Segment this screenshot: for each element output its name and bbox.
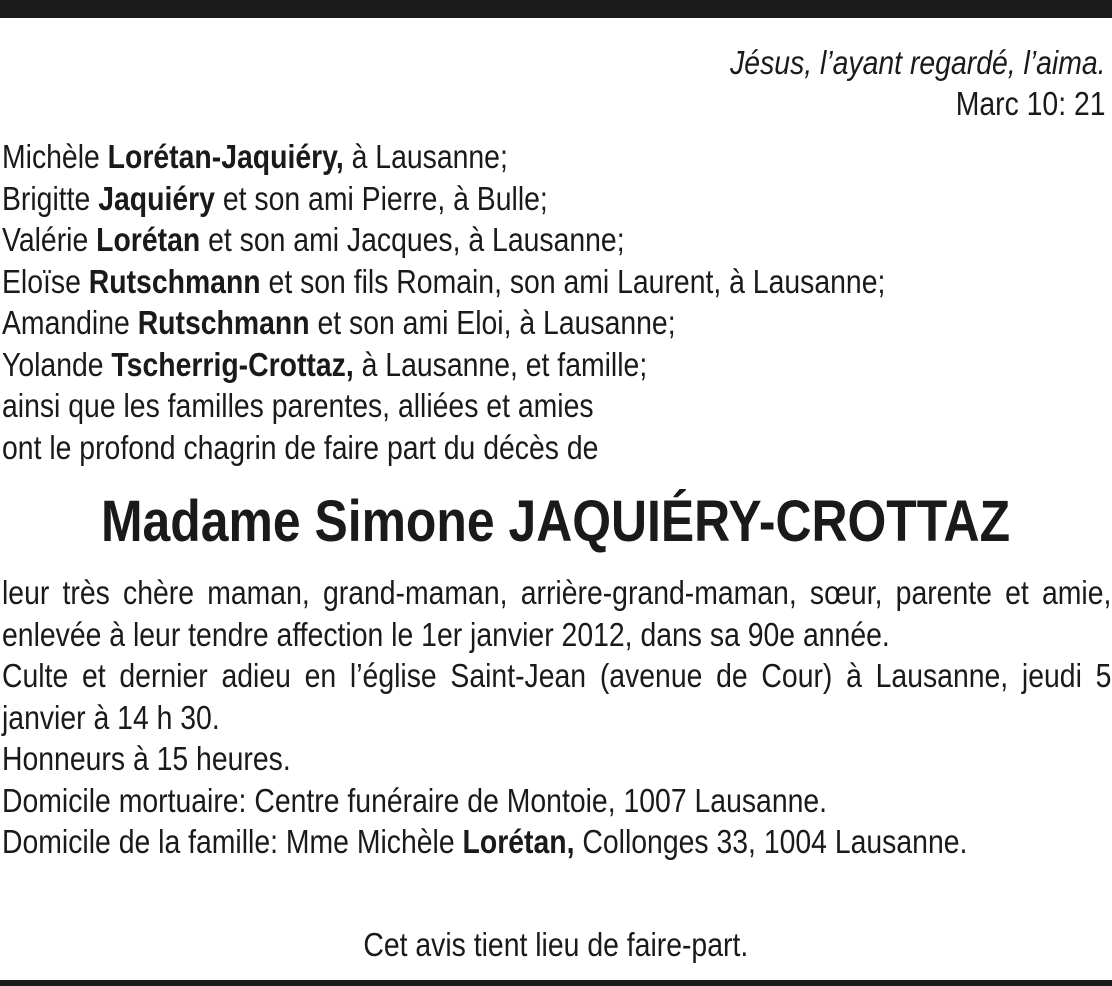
tribute-text: leur très chère maman, grand-maman, arrière-grand-maman, sœur, parente et amie, enlevée à leur tendre affection le 1er janvier 2012, dans sa 90e année.: [2, 574, 1112, 653]
family-surname: Tscherrig-Crottaz,: [111, 345, 354, 383]
family-detail: et son ami Jacques, à Lausanne;: [208, 221, 625, 258]
family-detail: et son ami Pierre, à Bulle;: [222, 179, 548, 217]
bottom-rule: [0, 980, 1112, 986]
family-closing-line: ainsi que les familles parentes, alliées et amies: [2, 387, 594, 424]
honours-text: Honneurs à 15 heures.: [2, 740, 291, 777]
family-first-name: Michèle: [2, 138, 100, 175]
epigraph-reference: Marc 10: 21: [956, 85, 1106, 122]
family-detail: et son fils Romain, son ami Laurent, à Lausanne;: [268, 262, 886, 300]
family-detail: et son ami Eloi, à Lausanne;: [317, 304, 676, 341]
mortuary-text: Domicile mortuaire: Centre funéraire de Montoie, 1007 Lausanne.: [2, 781, 828, 819]
family-line: [2, 136, 885, 178]
top-rule: [0, 0, 1112, 18]
service-text: Culte et dernier adieu en l’église Saint-Jean (avenue de Cour) à Lausanne, jeudi 5 janvier à 14 h 30.: [2, 657, 1112, 736]
family-surname: Rutschmann: [88, 262, 261, 300]
faire-part-notice: Cet avis tient lieu de faire-part.: [363, 926, 749, 963]
family-surname: Lorétan-Jaquiéry,: [107, 138, 344, 175]
family-home-address: Collonges 33, 1004 Lausanne.: [582, 823, 968, 860]
family-surname: Lorétan: [96, 221, 201, 258]
family-closing-line: ont le profond chagrin de faire part du décès de: [2, 428, 599, 466]
family-first-name: Yolande: [2, 345, 104, 383]
deceased-name: Madame Simone JAQUIÉRY-CROTTAZ: [101, 489, 1011, 554]
deceased-name-heading: [0, 486, 1112, 558]
family-list: [2, 136, 885, 468]
notice-body: [2, 572, 1111, 863]
family-home-text: [2, 821, 1111, 863]
family-line: [2, 261, 885, 303]
family-home-name: Lorétan,: [462, 823, 575, 860]
family-detail: à Lausanne;: [351, 138, 508, 175]
family-first-name: Brigitte: [2, 179, 91, 217]
family-line: [2, 302, 885, 344]
epigraph: [731, 42, 1106, 124]
family-first-name: Valérie: [2, 221, 89, 258]
family-surname: Rutschmann: [137, 304, 310, 341]
epigraph-verse: Jésus, l’ayant regardé, l’aima.: [730, 44, 1106, 81]
family-home-prefix: Domicile de la famille: Mme Michèle: [2, 823, 455, 860]
family-line: [2, 344, 885, 386]
family-line: [2, 219, 885, 261]
family-surname: Jaquiéry: [98, 179, 215, 217]
notice-footer: [0, 924, 1112, 965]
family-line: [2, 178, 885, 220]
family-first-name: Eloïse: [2, 262, 81, 300]
family-first-name: Amandine: [2, 304, 130, 341]
family-detail: à Lausanne, et famille;: [361, 345, 648, 383]
